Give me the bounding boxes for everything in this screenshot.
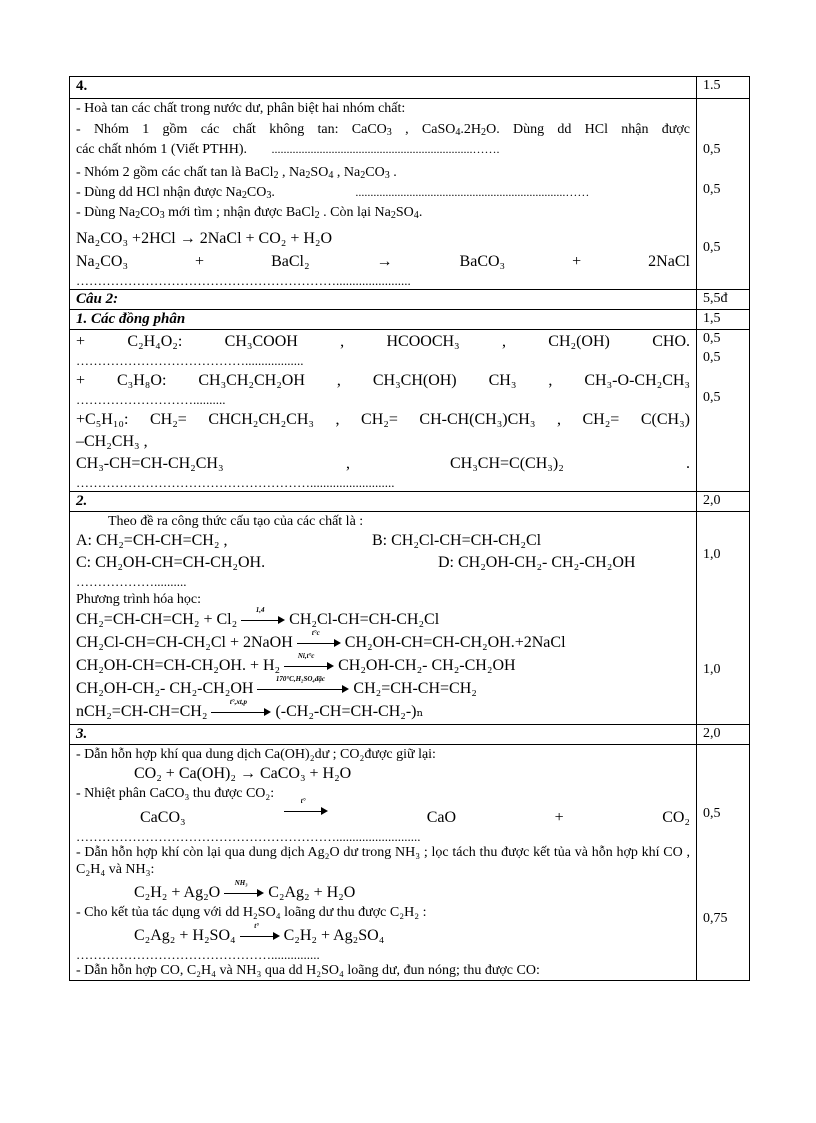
table-row [70, 77, 750, 99]
table-row [70, 310, 750, 330]
arrow-icon: t° [240, 931, 280, 941]
table-row [70, 290, 750, 310]
cau2-title: Câu 2: [70, 290, 697, 310]
cau2-score: 5,5đ [697, 290, 750, 310]
arrow-icon: 1,4 [241, 615, 285, 625]
structures-body: Theo đề ra công thức cấu tạo của các chất là : A: CH₂=CH-CH=CH₂ , B: CH₂Cl-CH=CH-CH₂Cl C: CH₂OH-CH=CH-CH₂OH. D: CH₂OH-CH₂- CH₂-CH₂OH ……………….......... Phương trình hóa học: CH₂=CH-CH=CH₂ + Cl₂ 1,4 CH₂Cl-CH=CH-CH₂Cl CH₂Cl-CH=CH-CH₂Cl + 2NaOH t°c CH₂OH-CH=CH-CH₂OH.+2NaCl CH₂OH-CH=CH-CH₂OH. + H₂ Ni,t°c CH₂OH-CH₂- CH₂-CH₂OH CH₂OH-CH₂- CH₂-CH₂OH 170°C,H₂SO₄đặc CH₂=CH-CH=CH₂ nCH₂=CH-CH=CH₂ t°,xt,p (-CH₂-CH=CH-CH₂-)ₙ [70, 512, 697, 725]
table-row [70, 99, 750, 290]
cau2-p2-title: 2. [70, 492, 697, 512]
arrow-icon: t°,xt,p [211, 707, 271, 717]
step-2-equation: CaCO₃ t° CaO + CO₂ [140, 797, 690, 826]
isomers-scores: 0,5 0,5 0,5 [697, 330, 750, 492]
arrow-icon: Ni,t°c [284, 661, 334, 671]
table-row [70, 512, 750, 725]
separation-body: - Dẫn hỗn hợp khí qua dung dịch Ca(OH)₂dư ; CO₂được giữ lại: CO₂ + Ca(OH)₂ → CaCO₃ + H₂O - Nhiệt phân CaCO₃ thu được CO₂: CaCO₃ t° CaO + CO₂ …………………………………………………….......................... - Dẫn hỗn hợp khí còn lại qua dung dịch Ag₂O dư trong NH₃ ; lọc tách thu được kết tủa và hỗn hợp khí CO , C₂H₄ và NH₃: C₂H₂ + Ag₂O NH₃ C₂Ag₂ + H₂O - Cho kết tủa tác dụng với dd H₂SO₄ loãng dư thu được C₂H₂ : C₂Ag₂ + H₂SO₄ t° C₂H₂ + Ag₂SO₄ ………………………………………............... - Dẫn hỗn hợp CO, C₂H₄ và NH₃ qua dd H₂SO₄ loãng dư, đun nóng; thu được CO: [70, 745, 697, 981]
step-3: - Dẫn hỗn hợp khí còn lại qua dung dịch Ag₂O dư trong NH₃ ; lọc tách thu được kết tủa và hỗn hợp khí CO , C₂H₄ và NH₃: [76, 845, 690, 877]
part4-score: 1.5 [697, 77, 750, 99]
isomer-c5h10-2: CH₃-CH=CH-CH₂CH₃ , CH₃CH=C(CH₃)₂ . [76, 455, 690, 472]
group1-line: - Nhóm 1 gồm các chất không tan: CaCO$_3$ , $CaSO_4.2H_2O$. Dùng dd HCl nhận được [76, 122, 690, 138]
step-1: - Dẫn hỗn hợp khí qua dung dịch Ca(OH)₂dư ; CO₂được giữ lại: [76, 747, 436, 762]
structure-b: B: CH₂Cl-CH=CH-CH₂Cl [372, 532, 542, 549]
equation-1: Na₂CO₃ +2HCl → 2NaCl + CO₂ + H₂O [76, 230, 333, 247]
part4-dots: ……………………………………………………....................... [76, 273, 411, 288]
structures-scores: 1,0 1,0 [697, 512, 750, 725]
part4-scores: 0,5 0,5 0,5 [697, 99, 750, 290]
isomers-body: + C₂H₄O₂: CH₃COOH , HCOOCH₃ , CH₂(OH) CHO. ………………………………….................. + C₃H₈O: CH₃CH₂CH₂OH , CH₃CH(OH) CH₃ , CH₃-O-CH₂CH₃ ……………………….......... +C₅H₁₀: CH₂= CHCH₂CH₂CH₃ , CH₂= CH-CH(CH₃)CH₃ , CH₂= C(CH₃) –CH₂CH₃ , CH₃-CH=CH-CH₂CH₃ , CH₃CH=C(CH₃)₂ . ……………………………………………….......................... [70, 330, 697, 492]
answer-table [69, 76, 750, 981]
structures-intro: Theo đề ra công thức cấu tạo của các chất là : [108, 514, 364, 529]
structure-d: D: CH₂OH-CH₂- CH₂-CH₂OH [438, 554, 636, 571]
separation-scores: 0,5 0,75 [697, 745, 750, 981]
group2-line: - Nhóm 2 gồm các chất tan là BaCl$_2$ , $Na_2SO_4$ , $Na_2CO_3$ . [76, 165, 397, 181]
isomer-c2h4o2: + C₂H₄O₂: CH₃COOH , HCOOCH₃ , CH₂(OH) CHO. [76, 333, 690, 350]
reaction-5: nCH₂=CH-CH=CH₂ t°,xt,p (-CH₂-CH=CH-CH₂-)ₙ [76, 698, 424, 720]
step-3-equation: C₂H₂ + Ag₂O NH₃ C₂Ag₂ + H₂O [134, 879, 356, 901]
cau2-p3-title: 3. [70, 725, 697, 745]
hcl-line: - Dùng dd HCl nhận được $Na_2CO_3$. ......................................................................…… [76, 185, 590, 201]
cau2-p1-score: 1,5 [697, 310, 750, 330]
step-4-equation: C₂Ag₂ + H₂SO₄ t° C₂H₂ + Ag₂SO₄ [134, 922, 385, 944]
cau2-p3-score: 2,0 [697, 725, 750, 745]
cau2-p2-score: 2,0 [697, 492, 750, 512]
structure-c: C: CH₂OH-CH=CH-CH₂OH. [76, 554, 266, 571]
table-row [70, 745, 750, 981]
table-row [70, 725, 750, 745]
structure-a: A: CH₂=CH-CH=CH₂ , [76, 532, 228, 549]
step-4: - Cho kết tủa tác dụng với dd H₂SO₄ loãng dư thu được C₂H₂ : [76, 905, 427, 920]
step-5: - Dẫn hỗn hợp CO, C₂H₄ và NH₃ qua dd H₂SO₄ loãng dư, đun nóng; thu được CO: [76, 963, 540, 978]
equation-2: Na₂CO₃ + BaCl₂ → BaCO₃ + 2NaCl [76, 253, 690, 270]
reaction-4: CH₂OH-CH₂- CH₂-CH₂OH 170°C,H₂SO₄đặc CH₂=CH-CH=CH₂ [76, 675, 477, 697]
arrow-icon: 170°C,H₂SO₄đặc [257, 684, 349, 694]
reaction-2: CH₂Cl-CH=CH-CH₂Cl + 2NaOH t°c CH₂OH-CH=CH-CH₂OH.+2NaCl [76, 629, 566, 651]
reaction-3: CH₂OH-CH=CH-CH₂OH. + H₂ Ni,t°c CH₂OH-CH₂- CH₂-CH₂OH [76, 652, 516, 674]
part4-title: 4. [70, 77, 697, 99]
na2co3-line: - Dùng $Na_2CO_3$ mới tìm ; nhận được BaCl$_2$ . Còn lại $Na_2SO_4$. [76, 205, 423, 221]
part4-intro: - Hoà tan các chất trong nước dư, phân biệt hai nhóm chất: [76, 101, 406, 116]
step-2: - Nhiệt phân CaCO₃ thu được CO₂: [76, 786, 275, 801]
table-row [70, 330, 750, 492]
arrow-icon: t° [284, 806, 328, 816]
step-1-equation: CO₂ + Ca(OH)₂ → CaCO₃ + H₂O [134, 765, 352, 782]
table-row [70, 492, 750, 512]
group1-line2: các chất nhóm 1 (Viết PTHH). ...................................................................……. [76, 142, 500, 157]
arrow-icon: t°c [297, 638, 341, 648]
isomer-c3h8o: + C₃H₈O: CH₃CH₂CH₂OH , CH₃CH(OH) CH₃ , CH₃-O-CH₂CH₃ [76, 372, 690, 389]
part4-body [70, 99, 697, 290]
reaction-1: CH₂=CH-CH=CH₂ + Cl₂ 1,4 CH₂Cl-CH=CH-CH₂Cl [76, 606, 440, 628]
reactions-title: Phương trình hóa học: [76, 592, 202, 607]
cau2-p1-title: 1. Các đồng phân [70, 310, 697, 330]
arrow-icon: NH₃ [224, 888, 264, 898]
isomer-c5h10: +C₅H₁₀: CH₂= CHCH₂CH₂CH₃ , CH₂= CH-CH(CH₃)CH₃ , CH₂= C(CH₃) [76, 411, 690, 428]
